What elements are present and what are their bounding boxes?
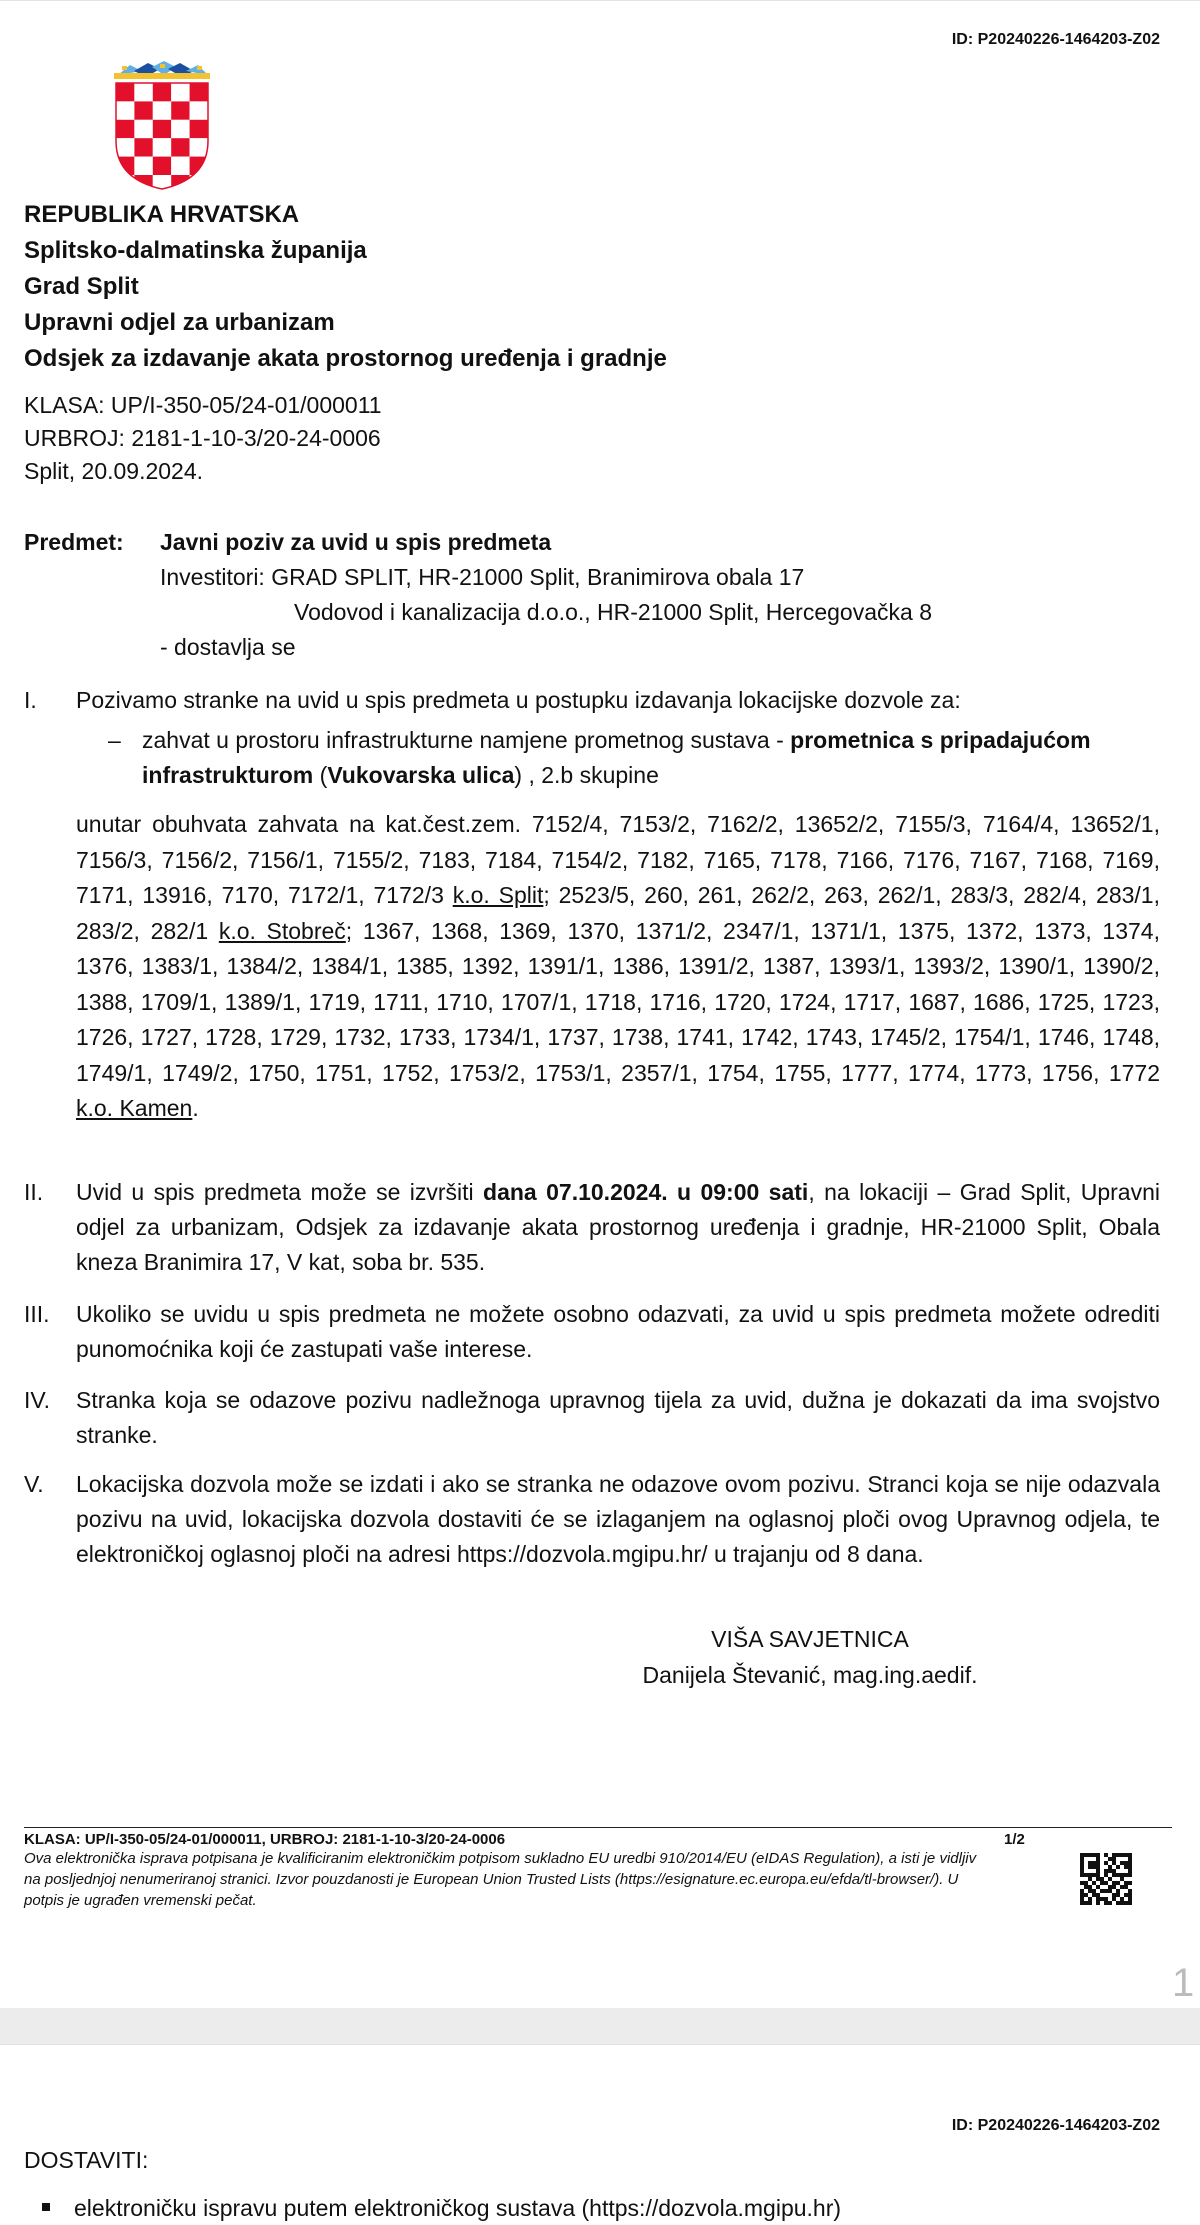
deliver-to-label: DOSTAVITI: xyxy=(24,2147,149,2173)
qr-code-icon xyxy=(1080,1853,1132,1905)
section-text: , na lokaciji – Grad Split, Upravni odjel za urbanizam, Odsjek za izdavanje akata prostornog uređenja i gradnje, HR-21000 Split, Obala kneza Branimira 17, V kat, soba br. 535. xyxy=(76,1179,1160,1275)
subject-label: Predmet: xyxy=(24,529,124,555)
delivery-item xyxy=(42,2195,841,2222)
cadastral-municipality: k.o. Split xyxy=(452,882,544,908)
page-footer xyxy=(24,1827,1172,1911)
place-date: Split, 20.09.2024. xyxy=(24,458,204,484)
investors-line-2: Vodovod i kanalizacija d.o.o., HR-21000 Split, Hercegovačka 8 xyxy=(294,599,932,625)
section-number: IV. xyxy=(24,1387,51,1413)
header-line: Odsjek za izdavanje akata prostornog uređenja i gradnje xyxy=(24,345,667,372)
header-line: REPUBLIKA HRVATSKA xyxy=(24,201,300,228)
section-text: Stranka koja se odazove pozivu nadležnoga upravnog tijela za uvid, dužna je dokazati da ima svojstvo stranke. xyxy=(76,1387,1160,1448)
inspection-date: dana 07.10.2024. u 09:00 sati xyxy=(483,1179,809,1205)
signer-title: VIŠA SAVJETNICA xyxy=(711,1626,909,1652)
delivery-note: - dostavlja se xyxy=(160,634,296,660)
project-text: zahvat u prostoru infrastrukturne namjene prometnog sustava - xyxy=(142,727,791,753)
section-2 xyxy=(24,1175,1160,1280)
parcel-numbers: ; 2523/5, 260, 261, 262/2, 263, 262/1, 283/3, 282/4, 283/1, 283/2, 282/1 xyxy=(76,882,1160,944)
issuer-header xyxy=(24,197,667,377)
footer-reference: KLASA: UP/I-350-05/24-01/000011, URBROJ: 2181-1-10-3/20-24-0006 xyxy=(24,1831,506,1848)
section-text: Lokacijska dozvola može se izdati i ako se stranka ne odazove ovom pozivu. Stranci koja se nije odazvala pozivu na uvid, lokacijska dozvola dostaviti će se izlaganjem na oglasnoj ploči ovog Upravnog odjela, te elektroničkoj oglasnoj ploči na adresi https://dozvola.mgipu.hr/ u trajanju od 8 dana. xyxy=(76,1471,1160,1567)
dash-bullet: – xyxy=(108,727,121,753)
header-line: Splitsko-dalmatinska županija xyxy=(24,237,367,264)
bullet-icon xyxy=(42,2203,50,2211)
cadastral-municipality: k.o. Stobreč xyxy=(218,917,346,944)
parcel-numbers: unutar obuhvata zahvata na kat.čest.zem. 7152/4, 7153/2, 7162/2, 13652/2, 7155/3, 7164/4, 13652/1, 7156/3, 7156/2, 7156/1, 7155/2, 7183, 7184, 7154/2, 7182, 7165, 7178, 7166, 7176, 7167, 7168, 7169, 7171, 13916, 7170, 7172/1, 7172/3 xyxy=(76,811,1160,908)
section-text: Uvid u spis predmeta može se izvršiti xyxy=(76,1179,484,1205)
document-page-2 xyxy=(0,2044,1200,2225)
page-number: 1/2 xyxy=(1004,1831,1025,1848)
parcel-list xyxy=(76,807,1160,1127)
viewer-page-number: 1 xyxy=(1172,1961,1195,2005)
reference-block xyxy=(24,389,382,488)
delivery-text: elektroničku ispravu putem elektroničkog sustava (https://dozvola.mgipu.hr) xyxy=(74,2195,842,2221)
section-number: III. xyxy=(24,1301,50,1327)
project-name: prometnica s pripadajućom infrastrukturom xyxy=(142,727,1091,788)
section-text: Ukoliko se uvidu u spis predmeta ne možete osobno odazvati, za uvid u spis predmeta možete odrediti punomoćnika koji će zastupati vaše interese. xyxy=(76,1301,1160,1362)
croatian-coat-of-arms-icon xyxy=(112,61,212,191)
header-line: Grad Split xyxy=(24,273,139,300)
document-id: ID: P20240226-1464203-Z02 xyxy=(951,2117,1160,2134)
header-line: Upravni odjel za urbanizam xyxy=(24,309,335,336)
investors-line-1: Investitori: GRAD SPLIT, HR-21000 Split, Branimirova obala 17 xyxy=(160,564,805,590)
project-text: ( xyxy=(313,762,328,788)
document-id: ID: P20240226-1464203-Z02 xyxy=(951,31,1160,48)
section-number: V. xyxy=(24,1471,44,1497)
street-name: Vukovarska ulica xyxy=(327,762,515,788)
section-number: I. xyxy=(24,687,37,713)
footer-signature-note: Ova elektronička isprava potpisana je kvalificiranim elektroničkim potpisom sukladno EU uredbi 910/2014/EU (eIDAS Regulation), a isti je vidljiv na posljednjoj nenumeriranoj stranici. Izvor pouzdanosti je European Union Trusted Lists (https://esignature.ec.europa.eu/efda/tl-browser/). U potpis je ugrađen vremenski pečat. xyxy=(24,1850,977,1909)
urbroj: URBROJ: 2181-1-10-3/20-24-0006 xyxy=(24,425,381,451)
project-item xyxy=(108,723,1108,793)
section-5 xyxy=(24,1467,1160,1572)
section-text: Pozivamo stranke na uvid u spis predmeta u postupku izdavanja lokacijske dozvole za: xyxy=(76,687,961,713)
section-3 xyxy=(24,1297,1160,1367)
parcel-numbers: . xyxy=(192,1095,199,1121)
section-1 xyxy=(24,683,1160,718)
klasa: KLASA: UP/I-350-05/24-01/000011 xyxy=(24,392,382,418)
signature-block xyxy=(560,1621,1060,1693)
cadastral-municipality: k.o. Kamen xyxy=(76,1095,193,1121)
subject-title: Javni poziv za uvid u spis predmeta xyxy=(160,529,552,555)
section-number: II. xyxy=(24,1179,44,1205)
parcel-numbers: ; 1367, 1368, 1369, 1370, 1371/2, 2347/1, 1371/1, 1375, 1372, 1373, 1374, 1376, 1383/1, 1384/2, 1384/1, 1385, 1392, 1391/1, 1386, 1391/2, 1387, 1393/1, 1393/2, 1390/1, 1390/2, 1388, 1709/1, 1389/1, 1719, 1711, 1710, 1707/1, 1718, 1716, 1720, 1724, 1717, 1687, 1686, 1725, 1723, 1726, 1727, 1728, 1729, 1732, 1733, 1734/1, 1737, 1738, 1741, 1742, 1743, 1745/2, 1754/1, 1746, 1748, 1749/1, 1749/2, 1750, 1751, 1752, 1753/2, 1753/1, 2357/1, 1754, 1755, 1777, 1774, 1773, 1756, 1772 xyxy=(76,917,1160,1086)
signer-name: Danijela Števanić, mag.ing.aedif. xyxy=(642,1662,978,1688)
section-4 xyxy=(24,1383,1160,1453)
project-group: ) , 2.b skupine xyxy=(514,762,659,788)
